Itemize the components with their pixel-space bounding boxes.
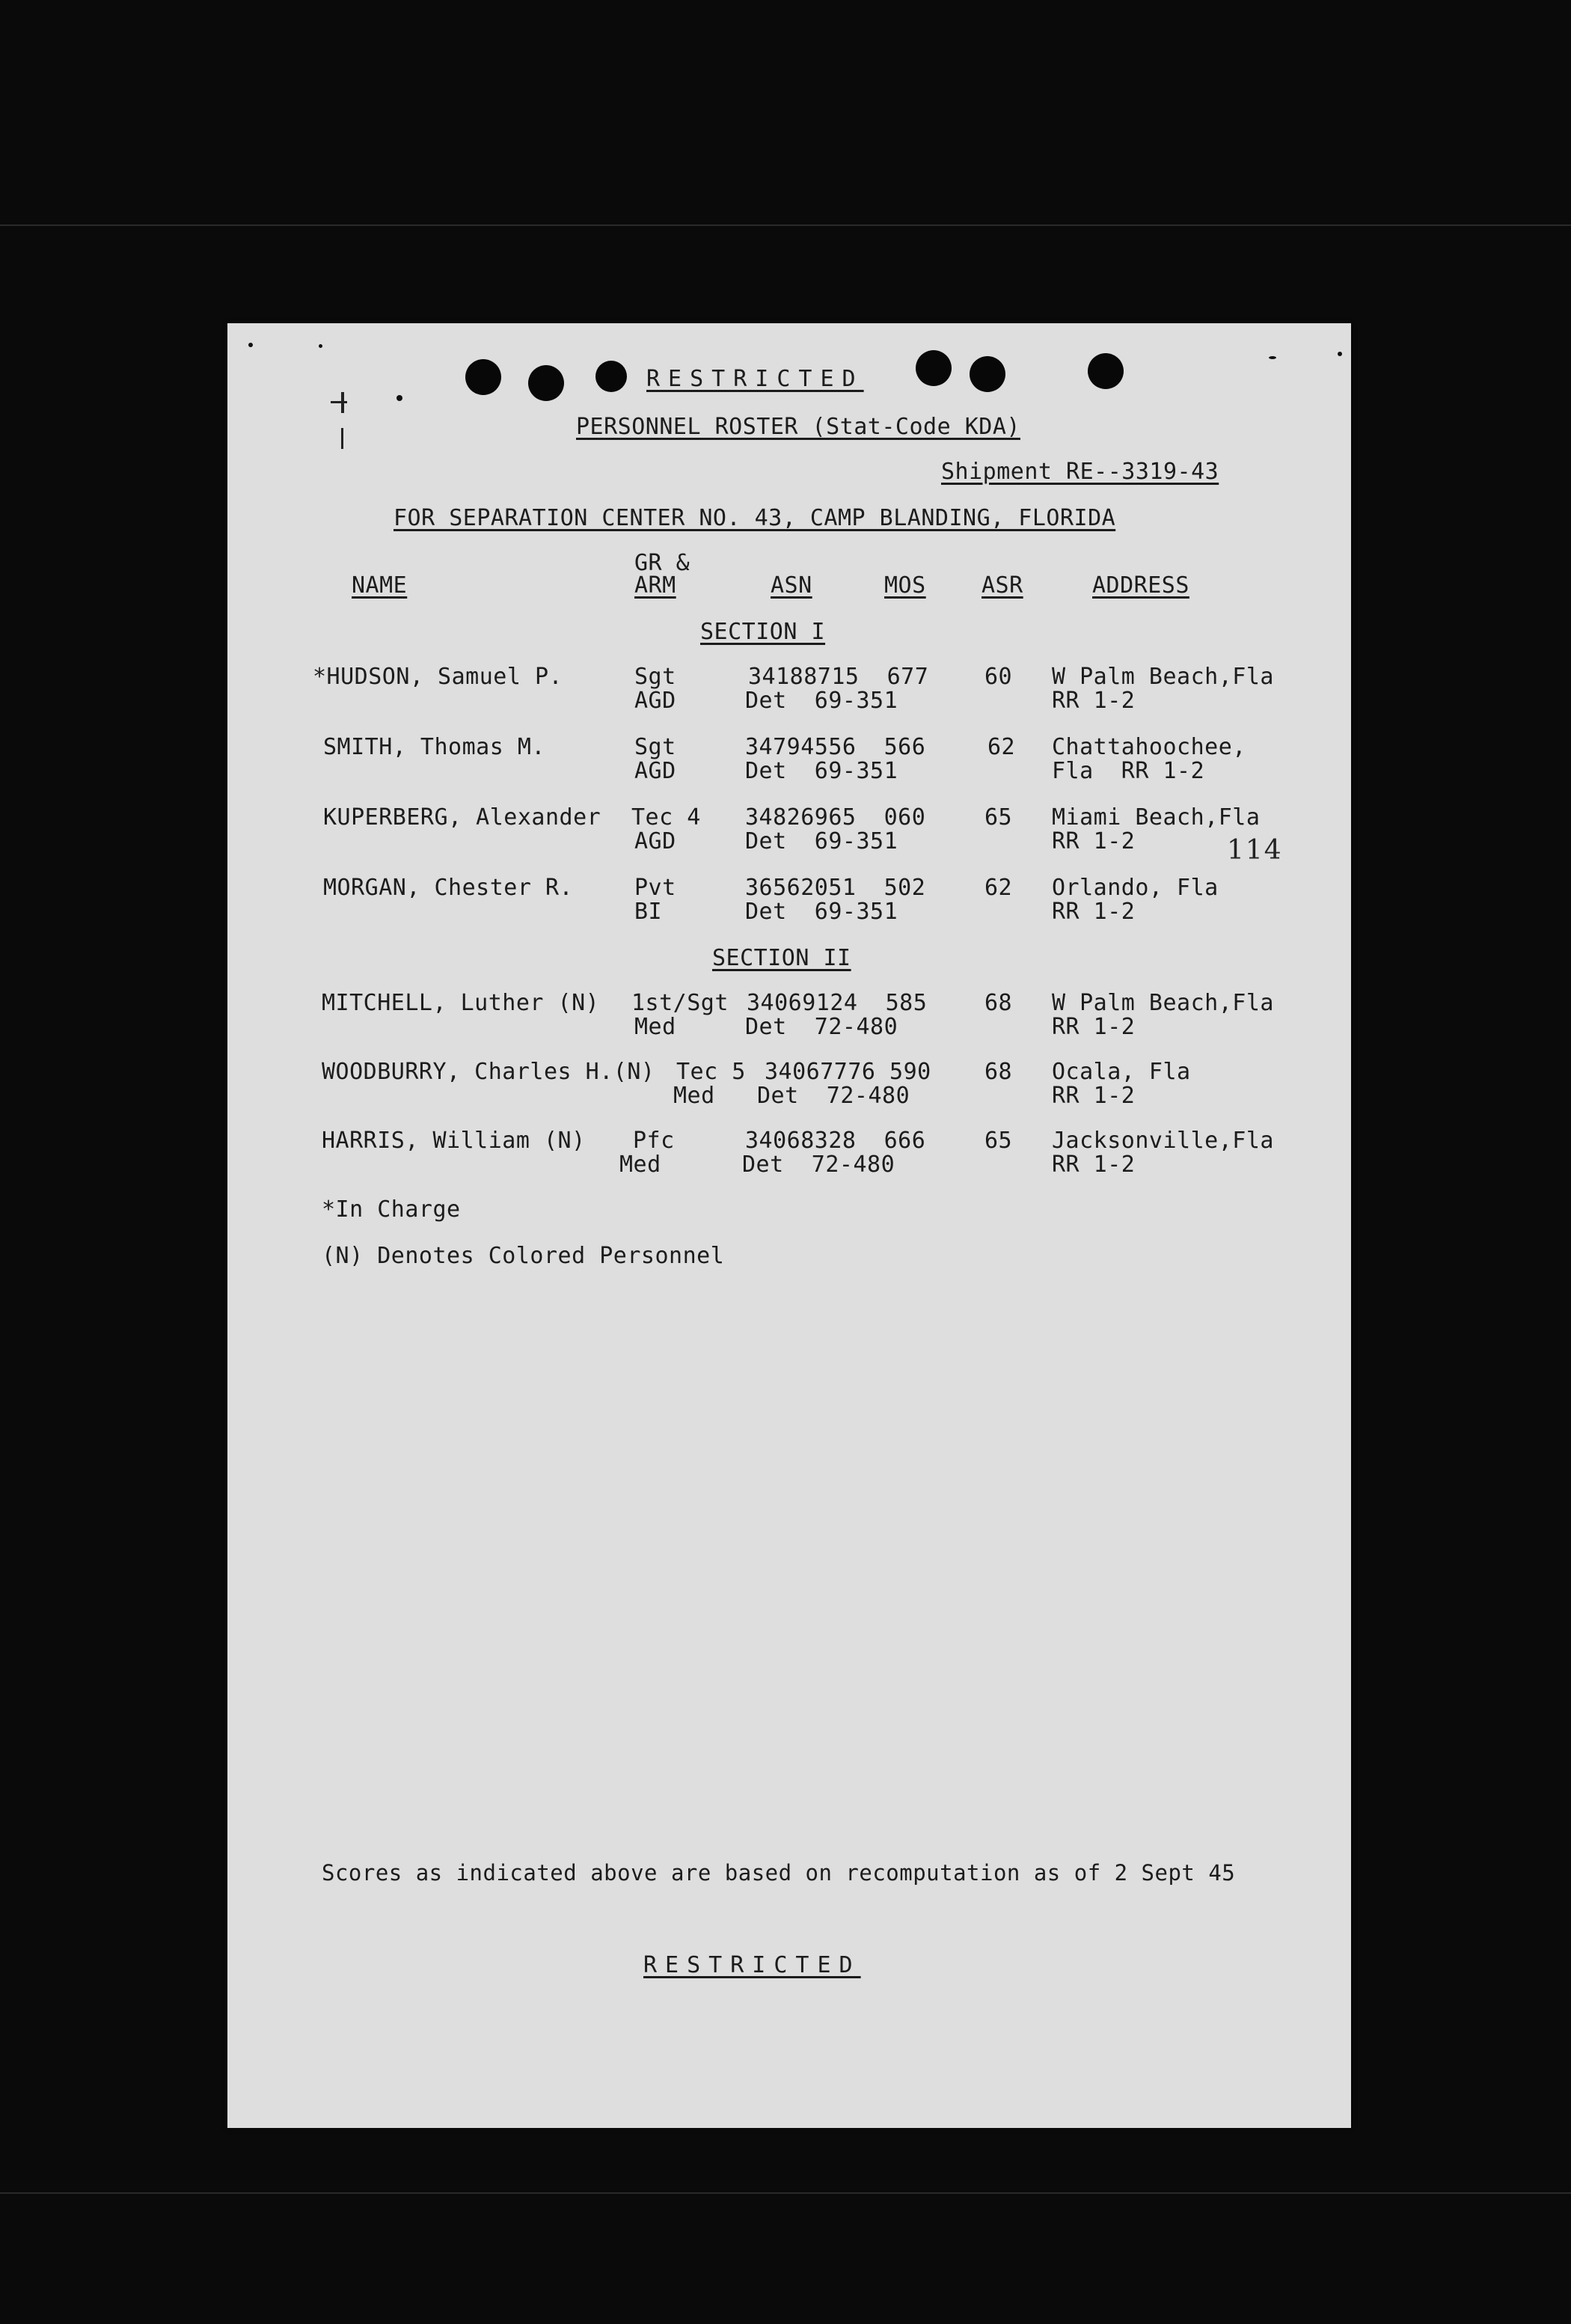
entry-asr: 62 <box>987 734 1016 760</box>
footnote-colored-personnel: (N) Denotes Colored Personnel <box>322 1243 725 1269</box>
entry-asn-mos: 34069124 585 <box>747 990 928 1016</box>
entry-name: *HUDSON, Samuel P. <box>313 664 563 690</box>
entry-detachment: Det 69-351 <box>745 828 898 854</box>
entry-detachment: Det 72-480 <box>745 1014 898 1040</box>
punch-hole <box>465 359 501 395</box>
pencil-mark <box>331 401 347 403</box>
entry-name: HARRIS, William (N) <box>322 1128 586 1154</box>
section-heading: SECTION I <box>700 619 826 645</box>
punch-hole <box>970 356 1005 392</box>
ink-speck <box>396 395 402 401</box>
entry-asr: 65 <box>984 804 1013 831</box>
entry-asr: 65 <box>984 1128 1013 1154</box>
entry-asn-mos: 34794556 566 <box>745 734 926 760</box>
entry-grade: Tec 4 <box>631 804 701 831</box>
column-header-address: ADDRESS <box>1092 572 1189 599</box>
section-heading: SECTION II <box>712 945 851 971</box>
entry-grade: Sgt <box>634 734 676 760</box>
film-scan-line <box>0 2192 1571 2194</box>
entry-grade: Tec 5 <box>676 1059 746 1085</box>
column-header-name: NAME <box>352 572 408 599</box>
entry-name: WOODBURRY, Charles H.(N) <box>322 1059 655 1085</box>
entry-name: MITCHELL, Luther (N) <box>322 990 600 1016</box>
entry-detachment: Det 72-480 <box>742 1152 895 1178</box>
footnote-in-charge: *In Charge <box>322 1196 461 1223</box>
entry-asr: 68 <box>984 1059 1013 1085</box>
column-header-asn: ASN <box>771 572 812 599</box>
destination-line: FOR SEPARATION CENTER NO. 43, CAMP BLANDING, FLORIDA <box>393 505 1116 531</box>
entry-asn-mos: 34067776 590 <box>765 1059 931 1085</box>
entry-grade: Pvt <box>634 875 676 901</box>
scores-note: Scores as indicated above are based on recomputation as of 2 Sept 45 <box>322 1860 1236 1886</box>
entry-grade: Sgt <box>634 664 676 690</box>
entry-address-line1: Ocala, Fla <box>1052 1059 1191 1085</box>
entry-asr: 68 <box>984 990 1013 1016</box>
entry-address-line1: Jacksonville,Fla <box>1052 1128 1274 1154</box>
entry-name: MORGAN, Chester R. <box>323 875 574 901</box>
punch-hole <box>916 350 952 386</box>
entry-arm: BI <box>634 899 663 925</box>
entry-detachment: Det 69-351 <box>745 758 898 784</box>
entry-asn-mos: 34826965 060 <box>745 804 926 831</box>
column-header-mos: MOS <box>884 572 926 599</box>
entry-asn-mos: 36562051 502 <box>745 875 926 901</box>
entry-address-line1: Orlando, Fla <box>1052 875 1219 901</box>
entry-detachment: Det 72-480 <box>757 1083 910 1109</box>
punch-hole <box>595 361 627 392</box>
entry-arm: AGD <box>634 828 676 854</box>
entry-asr: 60 <box>984 664 1013 690</box>
ink-speck <box>248 343 253 347</box>
entry-arm: Med <box>619 1152 661 1178</box>
entry-address-line2: Fla RR 1-2 <box>1052 758 1205 784</box>
ink-speck <box>319 344 322 348</box>
entry-asn-mos: 34068328 666 <box>745 1128 926 1154</box>
entry-name: KUPERBERG, Alexander <box>323 804 601 831</box>
pencil-mark <box>341 428 343 449</box>
column-header-grade-line2: ARM <box>634 572 676 599</box>
ink-speck <box>1338 352 1342 356</box>
entry-arm: AGD <box>634 758 676 784</box>
entry-address-line2: RR 1-2 <box>1052 828 1136 854</box>
entry-address-line1: W Palm Beach,Fla <box>1052 664 1274 690</box>
entry-address-line1: Chattahoochee, <box>1052 734 1246 760</box>
entry-arm: Med <box>673 1083 715 1109</box>
punch-hole <box>528 365 564 401</box>
entry-name: SMITH, Thomas M. <box>323 734 545 760</box>
classification-bottom: RESTRICTED <box>643 1952 861 1978</box>
entry-asr: 62 <box>984 875 1013 901</box>
ink-speck <box>1269 356 1276 359</box>
entry-address-line1: Miami Beach,Fla <box>1052 804 1261 831</box>
entry-address-line2: RR 1-2 <box>1052 899 1136 925</box>
entry-detachment: Det 69-351 <box>745 688 898 714</box>
entry-address-line2: RR 1-2 <box>1052 1014 1136 1040</box>
document-title: PERSONNEL ROSTER (Stat-Code KDA) <box>576 414 1020 440</box>
entry-address-line2: RR 1-2 <box>1052 1083 1136 1109</box>
page-number-stamp: 114 <box>1227 835 1283 866</box>
punch-hole <box>1088 353 1124 389</box>
entry-detachment: Det 69-351 <box>745 899 898 925</box>
film-scan-line <box>0 224 1571 226</box>
column-header-asr: ASR <box>982 572 1023 599</box>
classification-top: RESTRICTED <box>646 366 864 392</box>
column-header-grade-line1: GR & <box>634 550 690 576</box>
entry-grade: 1st/Sgt <box>631 990 729 1016</box>
entry-asn-mos: 34188715 677 <box>748 664 929 690</box>
entry-arm: Med <box>634 1014 676 1040</box>
roster-page <box>227 323 1351 2128</box>
entry-grade: Pfc <box>633 1128 675 1154</box>
entry-arm: AGD <box>634 688 676 714</box>
entry-address-line2: RR 1-2 <box>1052 688 1136 714</box>
shipment-number: Shipment RE--3319-43 <box>941 459 1219 485</box>
entry-address-line1: W Palm Beach,Fla <box>1052 990 1274 1016</box>
entry-address-line2: RR 1-2 <box>1052 1152 1136 1178</box>
